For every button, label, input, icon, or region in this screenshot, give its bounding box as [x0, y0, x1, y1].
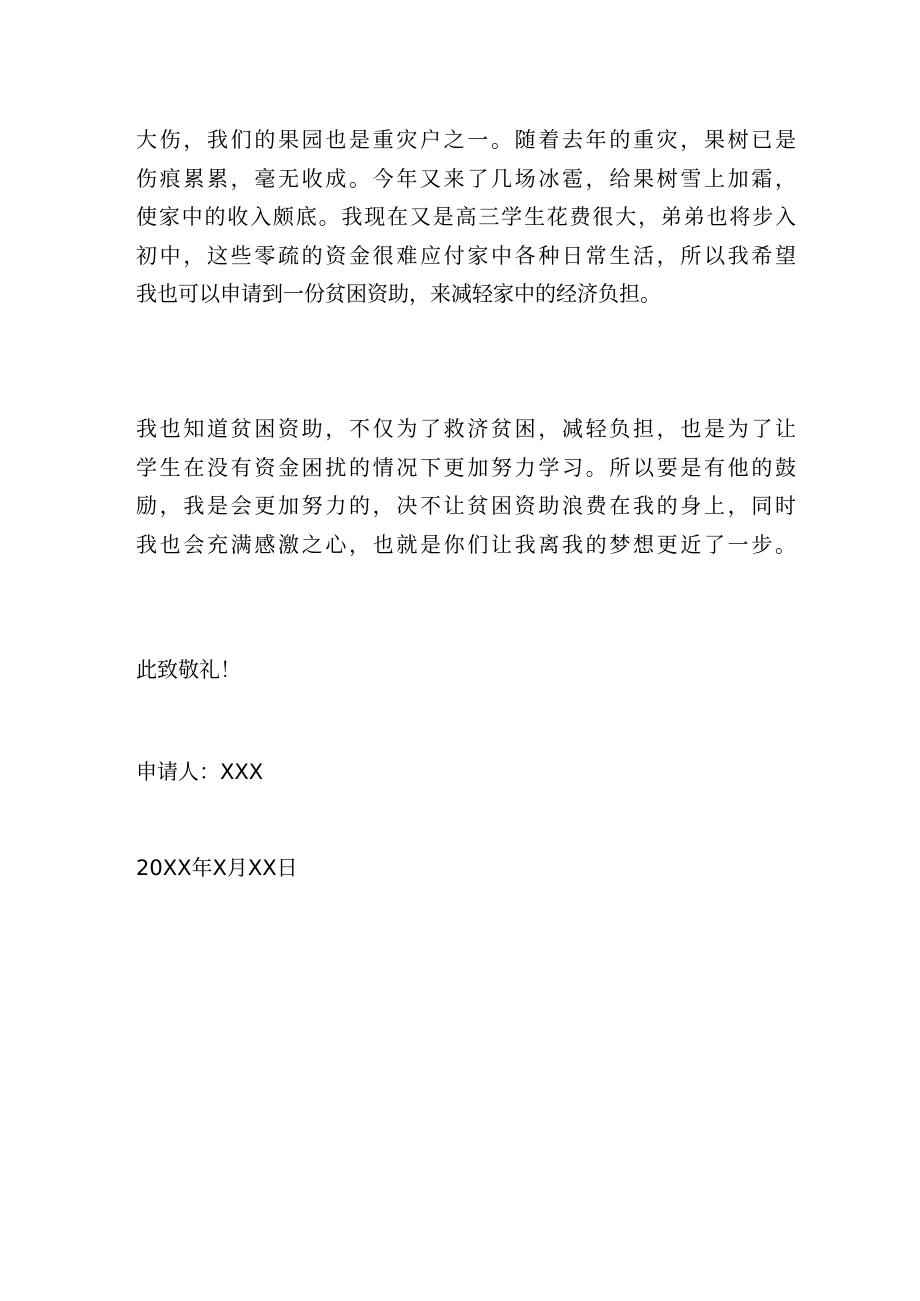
paragraph-line: 使家中的收入颇底。我现在又是高三学生花费很大，弟弟也将步入: [136, 205, 796, 229]
paragraph-line: 我也可以申请到一份贫困资助，来减轻家中的经济负担。: [136, 282, 661, 306]
paragraph-line: 励，我是会更加努力的，决不让贫困资助浪费在我的身上，同时: [136, 494, 796, 518]
body-paragraph-1: [136, 121, 796, 314]
paragraph-line: 初中，这些零疏的资金很难应付家中各种日常生活，所以我希望: [136, 243, 796, 268]
paragraph-line: 伤痕累累，毫无收成。今年又来了几场冰雹，给果树雪上加霜，: [136, 166, 796, 191]
letter-date: 20XX年X月XX日: [136, 856, 298, 880]
applicant-signature: 申请人：XXX: [136, 760, 264, 784]
paragraph-line: 大伤，我们的果园也是重灾户之一。随着去年的重灾，果树已是: [136, 128, 796, 152]
paragraph-line: 我也知道贫困资助，不仅为了救济贫困，减轻负担，也是为了让: [136, 417, 796, 441]
paragraph-line: 我也会充满感激之心，也就是你们让我离我的梦想更近了一步。: [136, 532, 796, 557]
body-paragraph-2: [136, 410, 796, 564]
closing-salutation: 此致敬礼！: [136, 658, 241, 682]
paragraph-line: 学生在没有资金困扰的情况下更加努力学习。所以要是有他的鼓: [136, 455, 796, 480]
